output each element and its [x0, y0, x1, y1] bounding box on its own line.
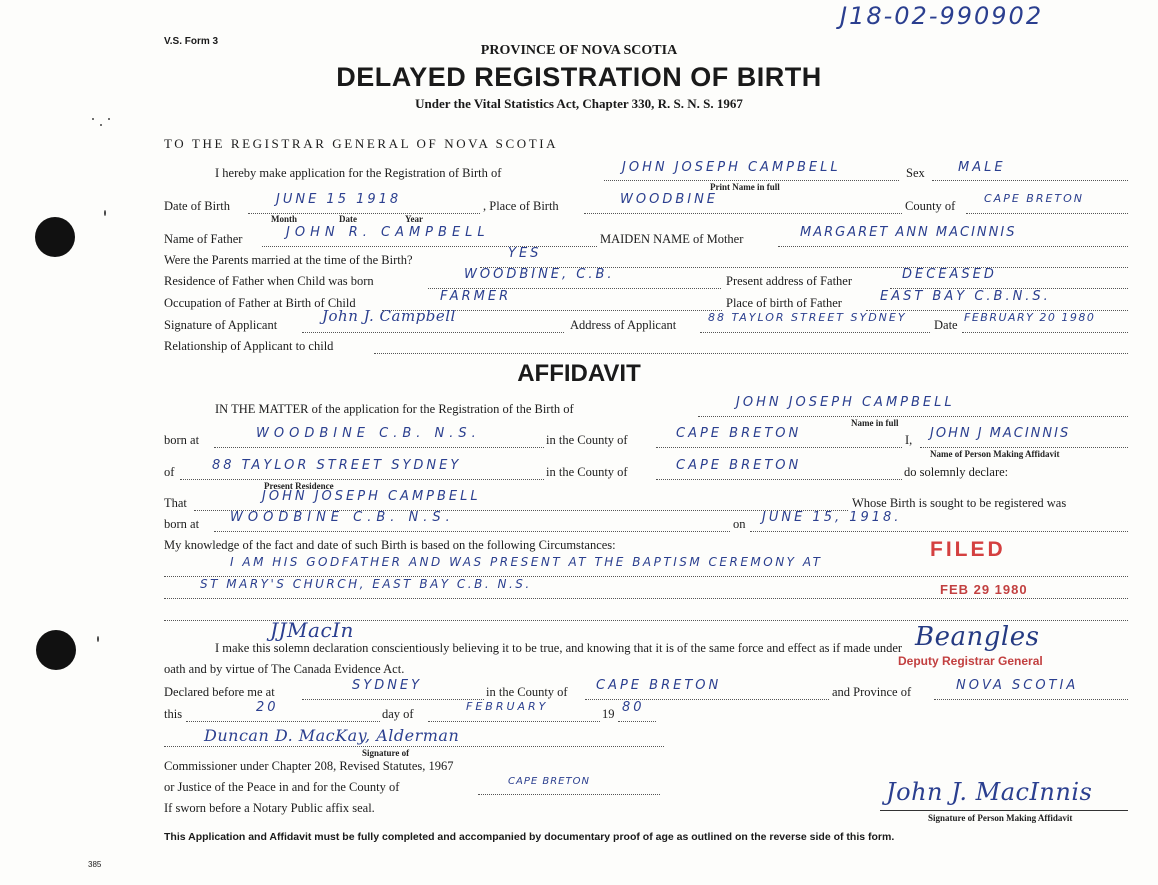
intro-label: I hereby make application for the Registration of Birth of	[215, 166, 502, 180]
month-line	[428, 721, 600, 722]
matter-child-value: JOHN JOSEPH CAMPBELL	[736, 395, 955, 410]
place-label-text: Place of Birth	[489, 199, 559, 213]
of-residence-value: 88 TAYLOR STREET SYDNEY	[212, 458, 462, 473]
father-birthplace-label: Place of birth of Father	[726, 296, 842, 310]
married-value: YES	[508, 246, 542, 261]
notary-label: If sworn before a Notary Public affix seal.	[164, 801, 375, 815]
commissioner-signature: Duncan D. MacKay, Alderman	[204, 726, 460, 745]
born-at-label-2: born at	[164, 517, 200, 531]
justice-label: or Justice of the Peace in and for the County of	[164, 780, 400, 794]
place-of-birth-label: , Place of Birth	[483, 199, 559, 213]
county-value-2: CAPE BRETON	[676, 426, 802, 441]
commissioner-label: Commissioner under Chapter 208, Revised Statutes, 1967	[164, 759, 454, 773]
commissioner-sig-line	[164, 746, 664, 747]
occupation-value: FARMER	[440, 289, 512, 304]
matter-label: IN THE MATTER of the application for the Registration of the Birth of	[215, 402, 574, 416]
father-label: Name of Father	[164, 232, 243, 246]
speck	[97, 636, 99, 642]
county-line-3	[656, 479, 902, 480]
sex-label: Sex	[906, 166, 925, 180]
date-label: Date	[934, 318, 958, 332]
name-in-full-caption: Name in full	[851, 418, 899, 428]
circumstance-2: ST MARY'S CHURCH, EAST BAY C.B. N.S.	[200, 577, 532, 591]
born-at-value: WOODBINE C.B. N.S.	[256, 426, 481, 441]
declared-line	[302, 699, 484, 700]
justice-line	[478, 794, 660, 795]
mother-value: MARGARET ANN MACINNIS	[800, 225, 1017, 240]
of-label: of	[164, 465, 175, 479]
signature-label: Signature of Applicant	[164, 318, 278, 332]
i-label: I,	[905, 433, 913, 447]
affidavit-heading: AFFIDAVIT	[517, 360, 641, 387]
solemn-text-1: I make this solemn declaration conscientiously believing it to be true, and knowing that it is of the same force and effect as if made under	[215, 641, 903, 655]
punch-hole-top	[35, 217, 75, 257]
knowledge-label: My knowledge of the fact and date of such Birth is based on the following Circumstances:	[164, 538, 616, 552]
solemn-text-2: oath and by virtue of The Canada Evidence Act.	[164, 662, 405, 676]
date-caption: Date	[339, 214, 357, 224]
county-label-4: in the County of	[486, 685, 568, 699]
registration-number: J18-02-990902	[840, 2, 1044, 30]
filed-date-stamp: FEB 29 1980	[940, 582, 1028, 597]
mother-label: MAIDEN NAME of Mother	[600, 232, 744, 246]
year-prefix: 19	[602, 707, 615, 721]
year-suffix: 80	[622, 700, 645, 715]
sex-value: MALE	[958, 160, 1006, 175]
year-caption: Year	[405, 214, 423, 224]
speck	[92, 118, 94, 120]
on-value: JUNE 15, 1918.	[762, 510, 902, 525]
dob-label: Date of Birth	[164, 199, 230, 213]
county-label: County of	[905, 199, 956, 213]
matter-line	[698, 416, 1128, 417]
speck	[104, 210, 106, 216]
print-name-caption: Print Name in full	[710, 182, 780, 192]
married-label: Were the Parents married at the time of the Birth?	[164, 253, 413, 267]
relationship-line	[374, 353, 1128, 354]
present-address-label: Present address of Father	[726, 274, 853, 288]
residence-label: Residence of Father when Child was born	[164, 274, 374, 288]
month-value: FEBRUARY	[466, 700, 549, 713]
sex-line	[932, 180, 1128, 181]
registrar-signature: Beangles	[915, 622, 1040, 652]
deponent-caption: Name of Person Making Affidavit	[930, 449, 1060, 459]
day-value: 20	[256, 700, 279, 715]
applicant-address-value: 88 TAYLOR STREET SYDNEY	[708, 311, 907, 324]
deponent-sig-line	[880, 810, 1128, 811]
justice-county-value: CAPE BRETON	[508, 776, 590, 787]
month-caption: Month	[271, 214, 298, 224]
speck	[100, 124, 102, 126]
residence-value: WOODBINE, C.B.	[464, 267, 615, 282]
day-line	[186, 721, 380, 722]
province-line	[934, 699, 1128, 700]
born-at-line	[214, 447, 544, 448]
on-label: on	[733, 517, 746, 531]
mother-line	[778, 246, 1128, 247]
date-line	[962, 332, 1128, 333]
footer-code: 385	[88, 860, 102, 869]
that-value: JOHN JOSEPH CAMPBELL	[262, 489, 481, 504]
year-line	[618, 721, 656, 722]
this-label: this	[164, 707, 183, 721]
county-line	[966, 213, 1128, 214]
filed-stamp: FILED	[930, 538, 1006, 561]
punch-hole-bottom	[36, 630, 76, 670]
occupation-label: Occupation of Father at Birth of Child	[164, 296, 356, 310]
province-value: NOVA SCOTIA	[956, 678, 1079, 693]
county-value: CAPE BRETON	[984, 192, 1085, 205]
province-heading: PROVINCE OF NOVA SCOTIA	[480, 43, 678, 58]
circumstance-line-2	[164, 598, 1128, 599]
father-value: JOHN R. CAMPBELL	[286, 225, 490, 240]
place-line	[584, 213, 902, 214]
place-value: WOODBINE	[620, 192, 719, 207]
circumstance-1: I AM HIS GODFATHER AND WAS PRESENT AT THE BAPTISM CEREMONY AT	[230, 555, 823, 569]
day-of-label: day of	[382, 707, 414, 721]
deputy-registrar-stamp: Deputy Registrar General	[898, 654, 1043, 668]
deponent-sig-caption: Signature of Person Making Affidavit	[928, 813, 1073, 823]
declared-value: SYDNEY	[352, 678, 423, 693]
present-address-value: DECEASED	[902, 267, 997, 282]
deponent-initials: JJMacIn	[270, 618, 354, 642]
child-name-value: JOHN JOSEPH CAMPBELL	[622, 160, 841, 175]
date-value: FEBRUARY 20 1980	[964, 311, 1096, 324]
declared-label: Declared before me at	[164, 685, 275, 699]
applicant-address-line	[700, 332, 930, 333]
speck	[108, 118, 110, 120]
county-label-3: in the County of	[546, 465, 628, 479]
child-name-line	[604, 180, 899, 181]
deponent-signature: John J. MacInnis	[886, 778, 1093, 806]
deponent-line	[920, 447, 1128, 448]
declare-label: do solemnly declare:	[904, 465, 1009, 479]
form-title: DELAYED REGISTRATION OF BIRTH	[336, 62, 822, 92]
present-residence-caption: Present Residence	[264, 481, 334, 491]
province-label: and Province of	[832, 685, 912, 699]
signature-line	[302, 332, 564, 333]
of-residence-line	[180, 479, 544, 480]
father-birthplace-value: EAST BAY C.B.N.S.	[880, 289, 1051, 304]
addressee: TO THE REGISTRAR GENERAL OF NOVA SCOTIA	[164, 136, 559, 151]
dob-value: JUNE 15 1918	[276, 192, 402, 207]
signature-of-caption: Signature of	[362, 748, 410, 758]
born-at-label: born at	[164, 433, 200, 447]
form-subtitle: Under the Vital Statistics Act, Chapter 330, R. S. N. S. 1967	[415, 96, 743, 111]
county-value-3: CAPE BRETON	[676, 458, 802, 473]
footer-note: This Application and Affidavit must be fully completed and accompanied by documentary proof of age as outlined on the reverse side of this form.	[164, 831, 895, 843]
applicant-address-label: Address of Applicant	[570, 318, 677, 332]
applicant-signature: John J. Campbell	[322, 307, 456, 325]
relationship-label: Relationship of Applicant to child	[164, 339, 334, 353]
on-line	[750, 531, 1128, 532]
form-number: V.S. Form 3	[164, 36, 219, 47]
born-at-line-2	[214, 531, 730, 532]
born-at-value-2: WOODBINE C.B. N.S.	[230, 510, 455, 525]
county-line-2	[656, 447, 902, 448]
father-line	[262, 246, 597, 247]
county-label-2: in the County of	[546, 433, 628, 447]
whose-birth-label: Whose Birth is sought to be registered was	[852, 496, 1067, 510]
that-label: That	[164, 496, 187, 510]
deponent-value: JOHN J MACINNIS	[930, 426, 1071, 441]
county-value-4: CAPE BRETON	[596, 678, 722, 693]
